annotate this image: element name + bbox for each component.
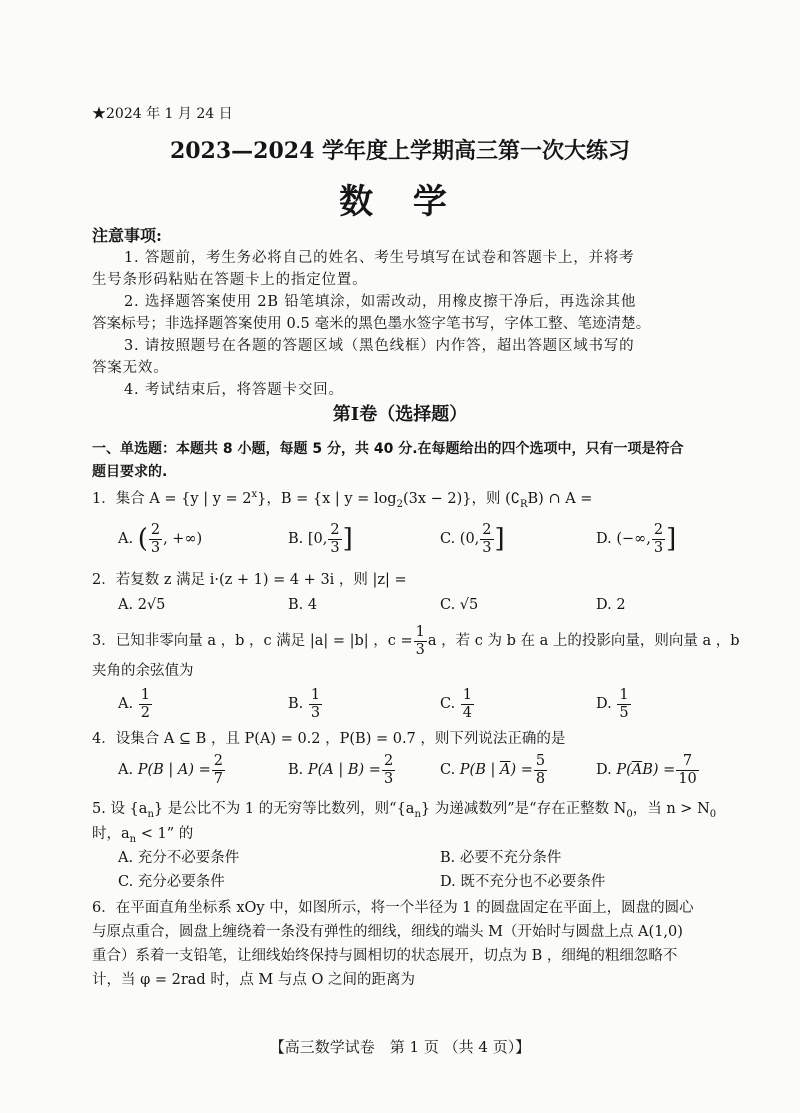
q1-option-c: C. (0, $\frac{2}{3}$ ] [440,522,505,556]
question-6-stem-cont: 与原点重合，圆盘上缠绕着一条没有弹性的细线，细线的端头 M（开始时与圆盘上点 A(1,0) [92,924,683,940]
question-6-stem-cont: 重合）系着一支铅笔，让细线始终保持与圆相切的状态展开，切点为 B ，细绳的粗细忽略不 [92,948,678,964]
q5-option-c: C. 充分必要条件 [118,874,225,890]
note-line: 答案标号；非选择题答案使用 0.5 毫米的黑色墨水签字笔书写，字体工整、笔迹清楚。 [92,316,651,332]
q3-option-d: D. $\frac{1}{5}$ [596,687,629,721]
question-1-stem: 1．集合 A = {y | $y = 2^x$}，B = {x | $y = \log_2(3x - 2)$}，则 $(∁_RB)$ ∩ A = [92,489,593,510]
note-line: 4. 考试结束后，将答题卡交回。 [124,382,344,398]
part-instructions: 一、单选题：本题共 8 小题，每题 5 分，共 40 分.在每题给出的四个选项中，只有一项是符合 [92,441,684,457]
note-line: 答案无效。 [92,360,169,376]
q3-option-c: C. $\frac{1}{4}$ [440,687,473,721]
q5-option-d: D. 既不充分也不必要条件 [440,874,606,890]
q2-option-d: D. 2 [596,597,626,613]
q4-option-a: A. P(B | A) = $\frac{2}{7}$ [118,753,223,787]
exam-title: 2023—2024 学年度上学期高三第一次大练习 [169,138,631,164]
q5-option-a: A. 充分不必要条件 [118,850,240,866]
page-footer: 【高三数学试卷 第 1 页 （共 4 页）】 [269,1038,531,1056]
exam-date: ★2024 年 1 月 24 日 [92,106,233,122]
q2-option-b: B. 4 [288,597,318,613]
question-5-stem-cont: 时，$a_n < 1$” 的 [92,826,194,845]
q4-option-c: C. P(B | $\overline{A}$) = $\frac{5}{8}$ [440,753,546,787]
q1-option-b: B. [0, $\frac{2}{3}$ ] [288,522,353,556]
note-line: 1. 答题前，考生务必将自己的姓名、考生号填写在试卷和答题卡上，并将考 [124,250,635,266]
notes-heading: 注意事项: [92,226,162,245]
question-4-stem: 4．设集合 A ⊆ B ，且 P(A) = 0.2 ，P(B) = 0.7 ，则下列说法正确的是 [92,731,566,747]
subject-title: 数 学 [339,182,461,222]
q1-option-d: D. (−∞, $\frac{2}{3}$ ] [596,522,677,556]
q3-option-a: A. $\frac{1}{2}$ [118,687,150,721]
q1-option-a: A. ( $\frac{2}{3}$ , +∞) [118,522,203,556]
question-3-stem: 3．已知非零向量 a ，b ，c 满足 |a| = |b| ，c = $\frac{1}{3}$ a ，若 c 为 b 在 a 上的投影向量，则向量 a ，b [92,624,740,658]
q5-option-b: B. 必要不充分条件 [440,850,562,866]
q3-option-b: B. $\frac{1}{3}$ [288,687,321,721]
question-2-stem: 2．若复数 z 满足 i·(z + 1) = 4 + 3i ，则 |z| = [92,572,407,588]
note-line: 3. 请按照题号在各题的答题区域（黑色线框）内作答，超出答题区域书写的 [124,338,635,354]
question-3-stem-cont: 夹角的余弦值为 [92,663,194,679]
q2-option-a: A. 2√5 [118,597,166,613]
part-instructions: 题目要求的. [92,464,168,480]
q4-option-d: D. $P(\overline{A}B)$ = $\frac{7}{10}$ [596,753,697,787]
q2-option-c: C. √5 [440,597,479,613]
note-line: 生号条形码粘贴在答题卡上的指定位置。 [92,272,368,288]
section-title: 第Ⅰ卷（选择题） [332,404,468,425]
note-line: 2. 选择题答案使用 2B 铅笔填涂，如需改动，用橡皮擦干净后，再选涂其他 [124,294,637,310]
question-6-stem: 6．在平面直角坐标系 xOy 中，如图所示，将一个半径为 1 的圆盘固定在平面上，圆盘的圆心 [92,900,694,916]
question-6-stem-cont: 计，当 φ = 2rad 时，点 M 与点 O 之间的距离为 [92,972,415,988]
q4-option-b: B. P(A | B) = $\frac{2}{3}$ [288,753,394,787]
question-5-stem: 5. 设 $\{a_n\}$ 是公比不为 1 的无穷等比数列，则“$\{a_n\}$ 为递减数列”是“存在正整数 $N_0$，当 $n > N_0$ [92,801,717,820]
